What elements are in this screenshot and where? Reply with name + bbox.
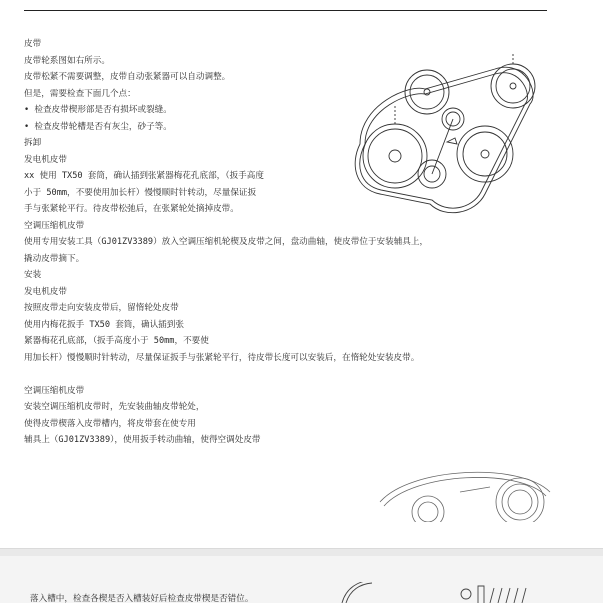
paragraph-line: 小于 50mm，不要使用加长杆）慢慢顺时针转动，尽量保证扳 — [24, 187, 257, 198]
paragraph-line: 使用内梅花扳手 TX50 套筒，确认插到张 — [24, 319, 184, 330]
paragraph-line: 用加长杆）慢慢顺时针转动，尽量保证扳手与张紧轮平行，待皮带长度可以安装后，在惰轮处安装皮带。 — [24, 352, 420, 363]
bullet-item: • 检查皮带轮槽是否有灰尘，砂子等。 — [24, 121, 172, 132]
paragraph-line: 紧器梅花孔底部，（扳手高度小于 50mm，不要使 — [24, 336, 209, 346]
paragraph-line: 皮带轮系图如右所示。 — [24, 55, 110, 66]
subsection-heading: 发电机皮带 — [24, 286, 67, 297]
paragraph-line: 安装空调压缩机皮带时，先安装曲轴皮带轮处， — [24, 402, 205, 412]
paragraph-line: 落入槽中，检查各楔是否入槽装好后检查皮带楔是否错位。 — [30, 594, 254, 604]
paragraph-line: 但是，需要检查下面几个点： — [24, 88, 136, 99]
section-heading: 安装 — [24, 270, 42, 280]
section-heading: 拆卸 — [24, 138, 42, 148]
paragraph-line: 撬动皮带摘下。 — [24, 253, 85, 264]
section-heading: 皮带 — [24, 39, 42, 49]
blank-line — [24, 366, 584, 383]
next-page-diagram — [338, 582, 548, 603]
subsection-heading: 发电机皮带 — [24, 154, 67, 165]
paragraph-line: 使用专用安装工具（GJ01ZV3389）放入空调压缩机轮楔及皮带之间，盘动曲轴，使皮带位于安装辅具上， — [24, 237, 429, 247]
subsection-heading: 空调压缩机皮带 — [24, 385, 85, 396]
paragraph-line: 使得皮带楔落入皮带槽内，将皮带套在使专用 — [24, 418, 196, 429]
next-page — [0, 556, 603, 603]
paragraph-line: 按照皮带走向安装皮带后，留惰轮处皮带 — [24, 303, 179, 313]
paragraph-line: 皮带松紧不需要调整，皮带自动张紧器可以自动调整。 — [24, 72, 231, 82]
header-rule — [24, 10, 547, 11]
ac-belt-install-diagram — [370, 462, 555, 522]
paragraph-line: 辅具上（GJ01ZV3389），使用扳手转动曲轴，使得空调处皮带 — [24, 435, 261, 445]
paragraph-line: xx 使用 TX50 套筒，确认插到张紧器梅花孔底部，（扳手高度 — [24, 171, 264, 181]
bullet-item: • 检查皮带楔形部是否有损坏或裂缝。 — [24, 105, 172, 115]
paragraph-line: 手与张紧轮平行。待皮带松弛后，在张紧轮处摘掉皮带。 — [24, 204, 239, 214]
subsection-heading: 空调压缩机皮带 — [24, 220, 85, 231]
belt-pulley-diagram — [335, 44, 560, 224]
